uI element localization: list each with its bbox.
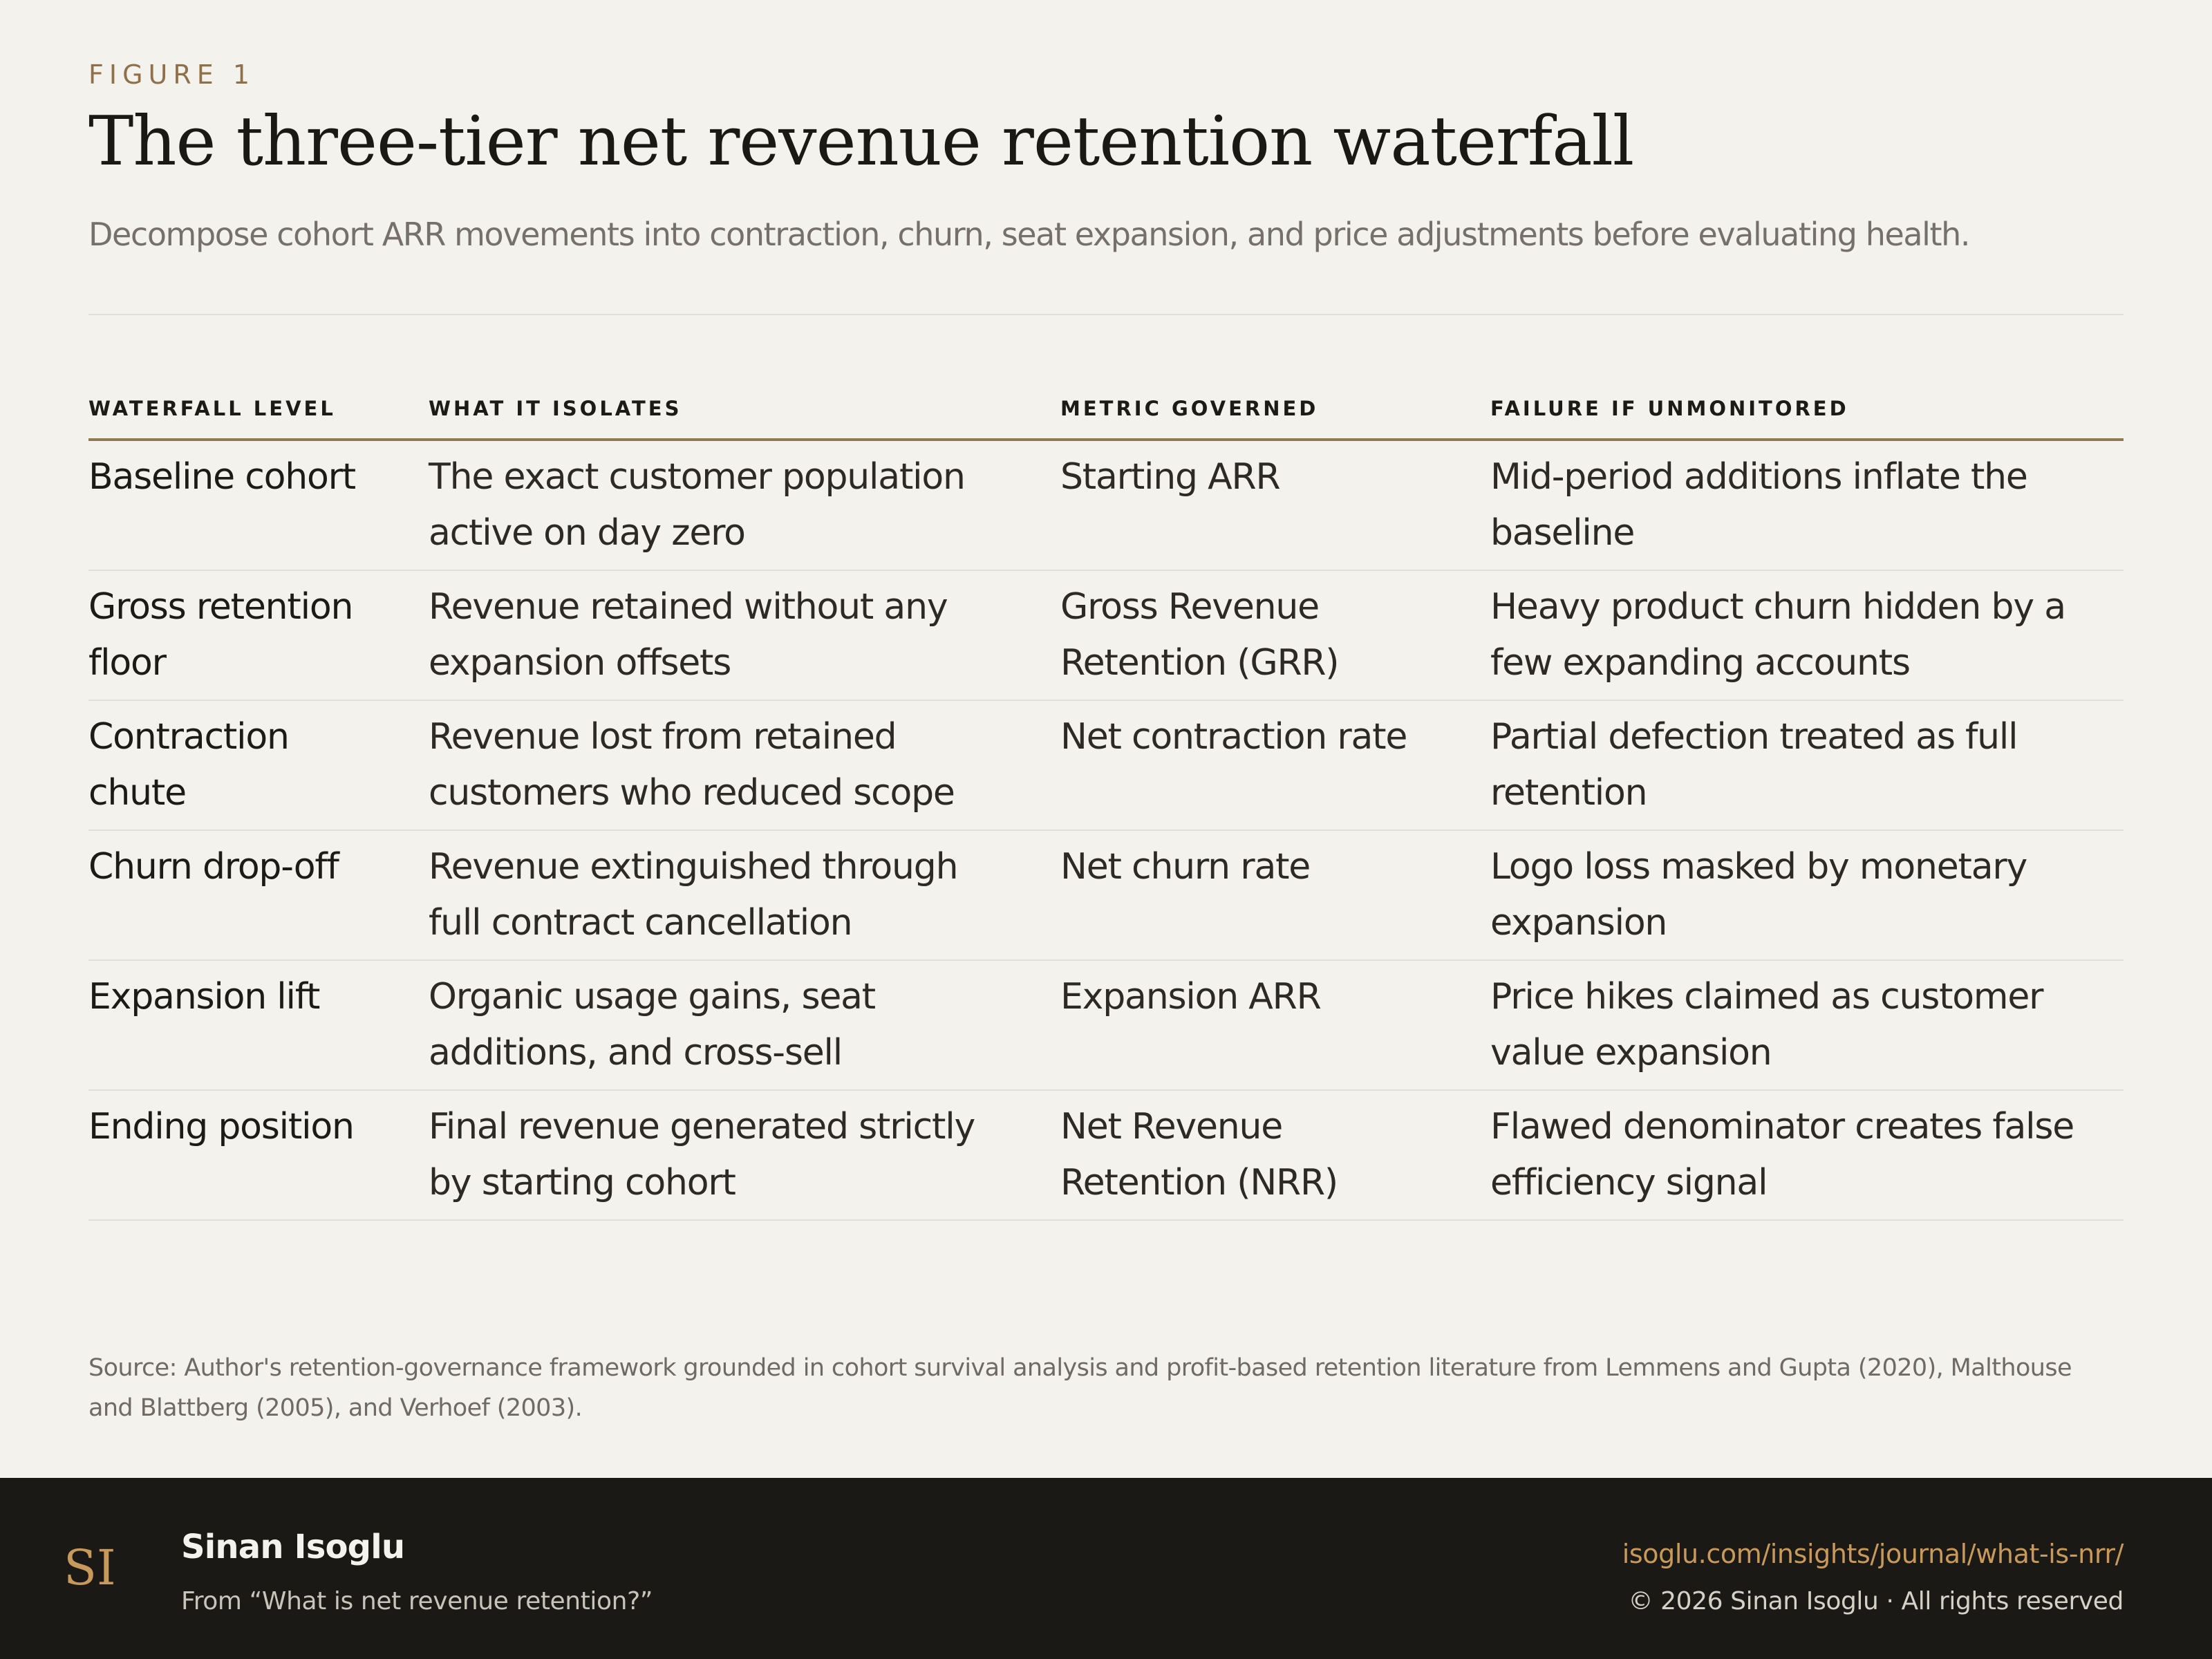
logo-monogram-icon (64, 1539, 116, 1597)
cell-failure: Logo loss masked by monetary expansion (1490, 830, 2124, 960)
cell-failure: Flawed denominator creates false efficiency signal (1490, 1090, 2124, 1220)
figure-eyebrow: FIGURE 1 (88, 59, 255, 90)
figure-title: The three-tier net revenue retention waterfall (88, 102, 1634, 181)
cell-failure: Heavy product churn hidden by a few expanding accounts (1490, 570, 2124, 700)
cell-metric: Net churn rate (1060, 830, 1490, 960)
cell-level: Ending position (88, 1090, 429, 1220)
cell-isolates: Final revenue generated strictly by starting cohort (429, 1090, 1060, 1220)
cell-metric: Net contraction rate (1060, 700, 1490, 830)
cell-isolates: Revenue lost from retained customers who reduced scope (429, 700, 1060, 830)
cell-failure: Partial defection treated as full retention (1490, 700, 2124, 830)
header-what-it-isolates: WHAT IT ISOLATES (429, 387, 1060, 440)
waterfall-table (88, 387, 2124, 1221)
cell-isolates: Organic usage gains, seat additions, and cross-sell (429, 960, 1060, 1090)
cell-metric: Expansion ARR (1060, 960, 1490, 1090)
article-link[interactable]: isoglu.com/insights/journal/what-is-nrr/ (1622, 1539, 2124, 1569)
cell-isolates: The exact customer population active on day zero (429, 440, 1060, 570)
cell-failure: Price hikes claimed as customer value expansion (1490, 960, 2124, 1090)
cell-isolates: Revenue extinguished through full contract cancellation (429, 830, 1060, 960)
table-header-row (88, 387, 2124, 440)
cell-level: Expansion lift (88, 960, 429, 1090)
cell-metric: Starting ARR (1060, 440, 1490, 570)
table-row (88, 1090, 2124, 1220)
header-waterfall-level: WATERFALL LEVEL (88, 387, 429, 440)
header-metric-governed: METRIC GOVERNED (1060, 387, 1490, 440)
author-name: Sinan Isoglu (181, 1528, 405, 1566)
svg-text:SI: SI (64, 1539, 116, 1596)
cell-level: Gross retention floor (88, 570, 429, 700)
copyright-notice: © 2026 Sinan Isoglu · All rights reserved (1628, 1587, 2124, 1615)
table-row (88, 960, 2124, 1090)
cell-isolates: Revenue retained without any expansion offsets (429, 570, 1060, 700)
cell-level: Contraction chute (88, 700, 429, 830)
table-row (88, 570, 2124, 700)
cell-failure: Mid-period additions inflate the baseline (1490, 440, 2124, 570)
source-note: Source: Author's retention-governance framework grounded in cohort survival analysis and profit-based retention literature from Lemmens and Gupta (2020), Malthouse and Blattberg (2005), and Verhoef (2003). (88, 1354, 2072, 1422)
divider (88, 314, 2124, 315)
cell-level: Churn drop-off (88, 830, 429, 960)
figure-subtitle: Decompose cohort ARR movements into contraction, churn, seat expansion, and price adjustments before evaluating health. (88, 216, 1970, 253)
cell-metric: Net Revenue Retention (NRR) (1060, 1090, 1490, 1220)
cell-level: Baseline cohort (88, 440, 429, 570)
cell-metric: Gross Revenue Retention (GRR) (1060, 570, 1490, 700)
table-row (88, 830, 2124, 960)
header-failure-if-unmonitored: FAILURE IF UNMONITORED (1490, 387, 2124, 440)
footer (0, 1478, 2212, 1659)
table-row (88, 440, 2124, 570)
table-row (88, 700, 2124, 830)
article-source: From “What is net revenue retention?” (181, 1587, 653, 1615)
